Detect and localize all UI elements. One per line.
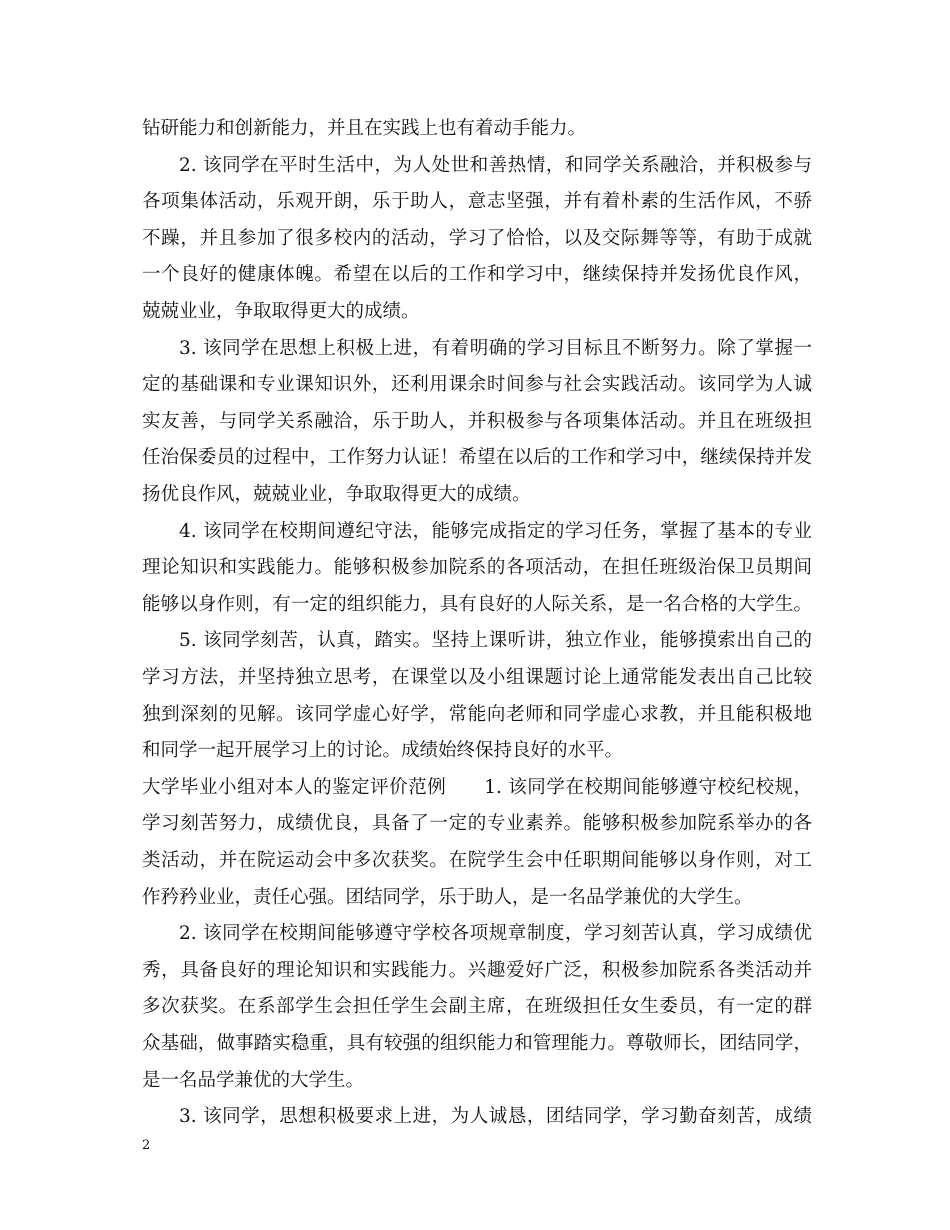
text-line: 和同学一起开展学习上的讨论。成绩始终保持良好的水平。 [142, 740, 624, 762]
text-line: 一个良好的健康体魄。希望在以后的工作和学习中，继续保持并发扬优良作风， [142, 264, 812, 286]
page-number: 2 [142, 1138, 151, 1153]
text-line: 3. 该同学，思想积极要求上进，为人诚恳，团结同学，学习勤奋刻苦，成绩 [179, 1106, 812, 1128]
text-line: 作矜矜业业，责任心强。团结同学，乐于助人，是一名品学兼优的大学生。 [142, 886, 753, 908]
text-line: 3. 该同学在思想上积极上进，有着明确的学习目标且不断努力。除了掌握一 [179, 337, 812, 359]
text-line: 秀，具备良好的理论知识和实践能力。兴趣爱好广泛，积极参加院系各类活动并 [142, 959, 812, 981]
text-line: 独到深刻的见解。该同学虚心好学，常能向老师和同学虚心求教，并且能积极地 [142, 703, 812, 725]
text-line: 2. 该同学在校期间能够遵守学校各项规章制度，学习刻苦认真，学习成绩优 [179, 923, 812, 945]
text-line: 能够以身作则，有一定的组织能力，具有良好的人际关系，是一名合格的大学生。 [142, 593, 812, 615]
text-line: 理论知识和实践能力。能够积极参加院系的各项活动，在担任班级治保卫员期间 [142, 557, 812, 579]
text-line: 实友善，与同学关系融洽，乐于助人，并积极参与各项集体活动。并且在班级担 [142, 410, 812, 432]
text-line: 4. 该同学在校期间遵纪守法，能够完成指定的学习任务，掌握了基本的专业 [179, 520, 812, 542]
text-line: 大学毕业小组对本人的鉴定评价范例 1. 该同学在校期间能够遵守校纪校规， [142, 776, 812, 798]
text-line: 兢兢业业，争取取得更大的成绩。 [142, 301, 420, 322]
text-line: 各项集体活动，乐观开朗，乐于助人，意志坚强，并有着朴素的生活作风，不骄 [142, 191, 812, 213]
text-line: 众基础，做事踏实稳重，具有较强的组织能力和管理能力。尊敬师长，团结同学， [142, 1033, 812, 1054]
text-line: 定的基础课和专业课知识外，还利用课余时间参与社会实践活动。该同学为人诚 [142, 374, 812, 396]
text-line: 学习刻苦努力，成绩优良，具备了一定的专业素养。能够积极参加院系举办的各 [142, 813, 812, 835]
text-line: 扬优良作风，兢兢业业，争取取得更大的成绩。 [142, 484, 531, 505]
text-line: 任治保委员的过程中，工作努力认证！希望在以后的工作和学习中，继续保持并发 [142, 447, 812, 469]
text-line: 多次获奖。在系部学生会担任学生会副主席，在班级担任女生委员，有一定的群 [142, 996, 812, 1018]
text-line: 是一名品学兼优的大学生。 [142, 1069, 365, 1091]
text-line: 5. 该同学刻苦，认真，踏实。坚持上课听讲，独立作业，能够摸索出自己的 [179, 630, 812, 652]
text-line: 钻研能力和创新能力，并且在实践上也有着动手能力。 [142, 118, 587, 139]
text-line: 2. 该同学在平时生活中，为人处世和善热情，和同学关系融洽，并积极参与 [179, 154, 812, 176]
text-line: 学习方法，并坚持独立思考，在课堂以及小组课题讨论上通常能发表出自己比较 [142, 667, 812, 688]
text-line: 类活动，并在院运动会中多次获奖。在院学生会中任职期间能够以身作则，对工 [142, 850, 812, 871]
text-line: 不躁，并且参加了很多校内的活动，学习了恰恰，以及交际舞等等，有助于成就 [142, 227, 812, 249]
